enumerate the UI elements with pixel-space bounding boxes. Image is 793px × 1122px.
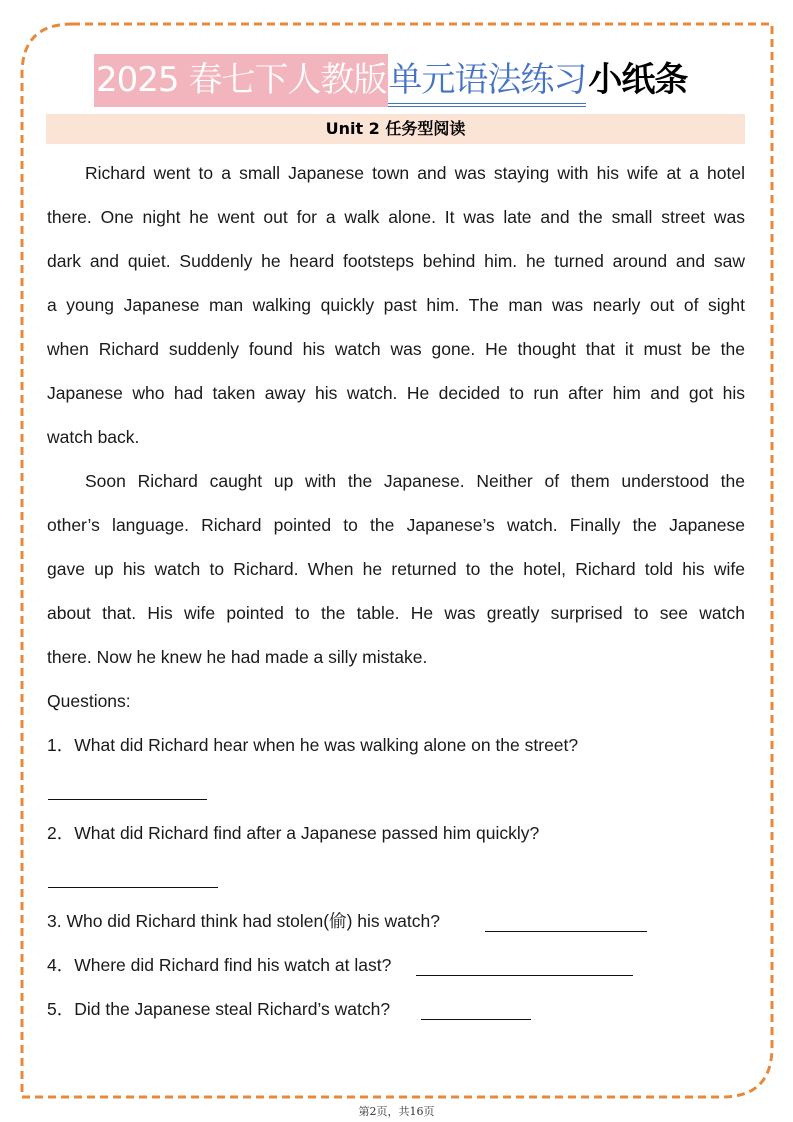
questions-label: Questions: [47,691,131,711]
passage-line: Soon Richard caught up with the Japanese. Neither of them understood the [85,471,745,491]
title-black-part: 小纸条 [588,60,688,100]
passage-line: watch back. [47,427,140,447]
question-3: 3. Who did Richard think had stolen(偷) his watch? [47,911,440,931]
page-title [94,54,687,107]
passage-line: a young Japanese man walking quickly past him. The man was nearly out of sight [47,295,745,315]
question-2: 2．What did Richard find after a Japanese passed him quickly? [47,823,540,843]
answer-blank-4[interactable] [416,975,633,976]
passage-line: dark and quiet. Suddenly he heard footsteps behind him. he turned around and saw [47,251,745,271]
passage-line: there. One night he went out for a walk alone. It was late and the small street was [47,207,745,227]
passage-line: other’s language. Richard pointed to the Japanese’s watch. Finally the Japanese [47,515,745,535]
answer-blank-3[interactable] [485,931,647,932]
question-4: 4．Where did Richard find his watch at last? [47,955,392,975]
passage-line: gave up his watch to Richard. When he returned to the hotel, Richard told his wife [47,559,745,579]
question-5: 5．Did the Japanese steal Richard’s watch? [47,999,391,1019]
passage-line: about that. His wife pointed to the table. He was greatly surprised to see watch [47,603,745,623]
passage-line: Richard went to a small Japanese town and was staying with his wife at a hotel [85,163,745,183]
answer-blank-2[interactable] [48,887,218,888]
passage-line: Japanese who had taken away his watch. He decided to run after him and got his [47,383,745,403]
title-blue-underlined-part: 单元语法练习 [388,58,586,107]
question-1: 1．What did Richard hear when he was walking alone on the street? [47,735,579,755]
page-number-footer: 第2页，共16页 [358,1105,435,1118]
passage-line: there. Now he knew he had made a silly mistake. [47,647,428,667]
unit-heading: Unit 2 任务型阅读 [46,114,745,144]
passage-line: when Richard suddenly found his watch was gone. He thought that it must be the [47,339,745,359]
answer-blank-5[interactable] [421,1019,531,1020]
answer-blank-1[interactable] [48,799,207,800]
title-highlighted-part: 2025 春七下人教版 [94,54,388,107]
